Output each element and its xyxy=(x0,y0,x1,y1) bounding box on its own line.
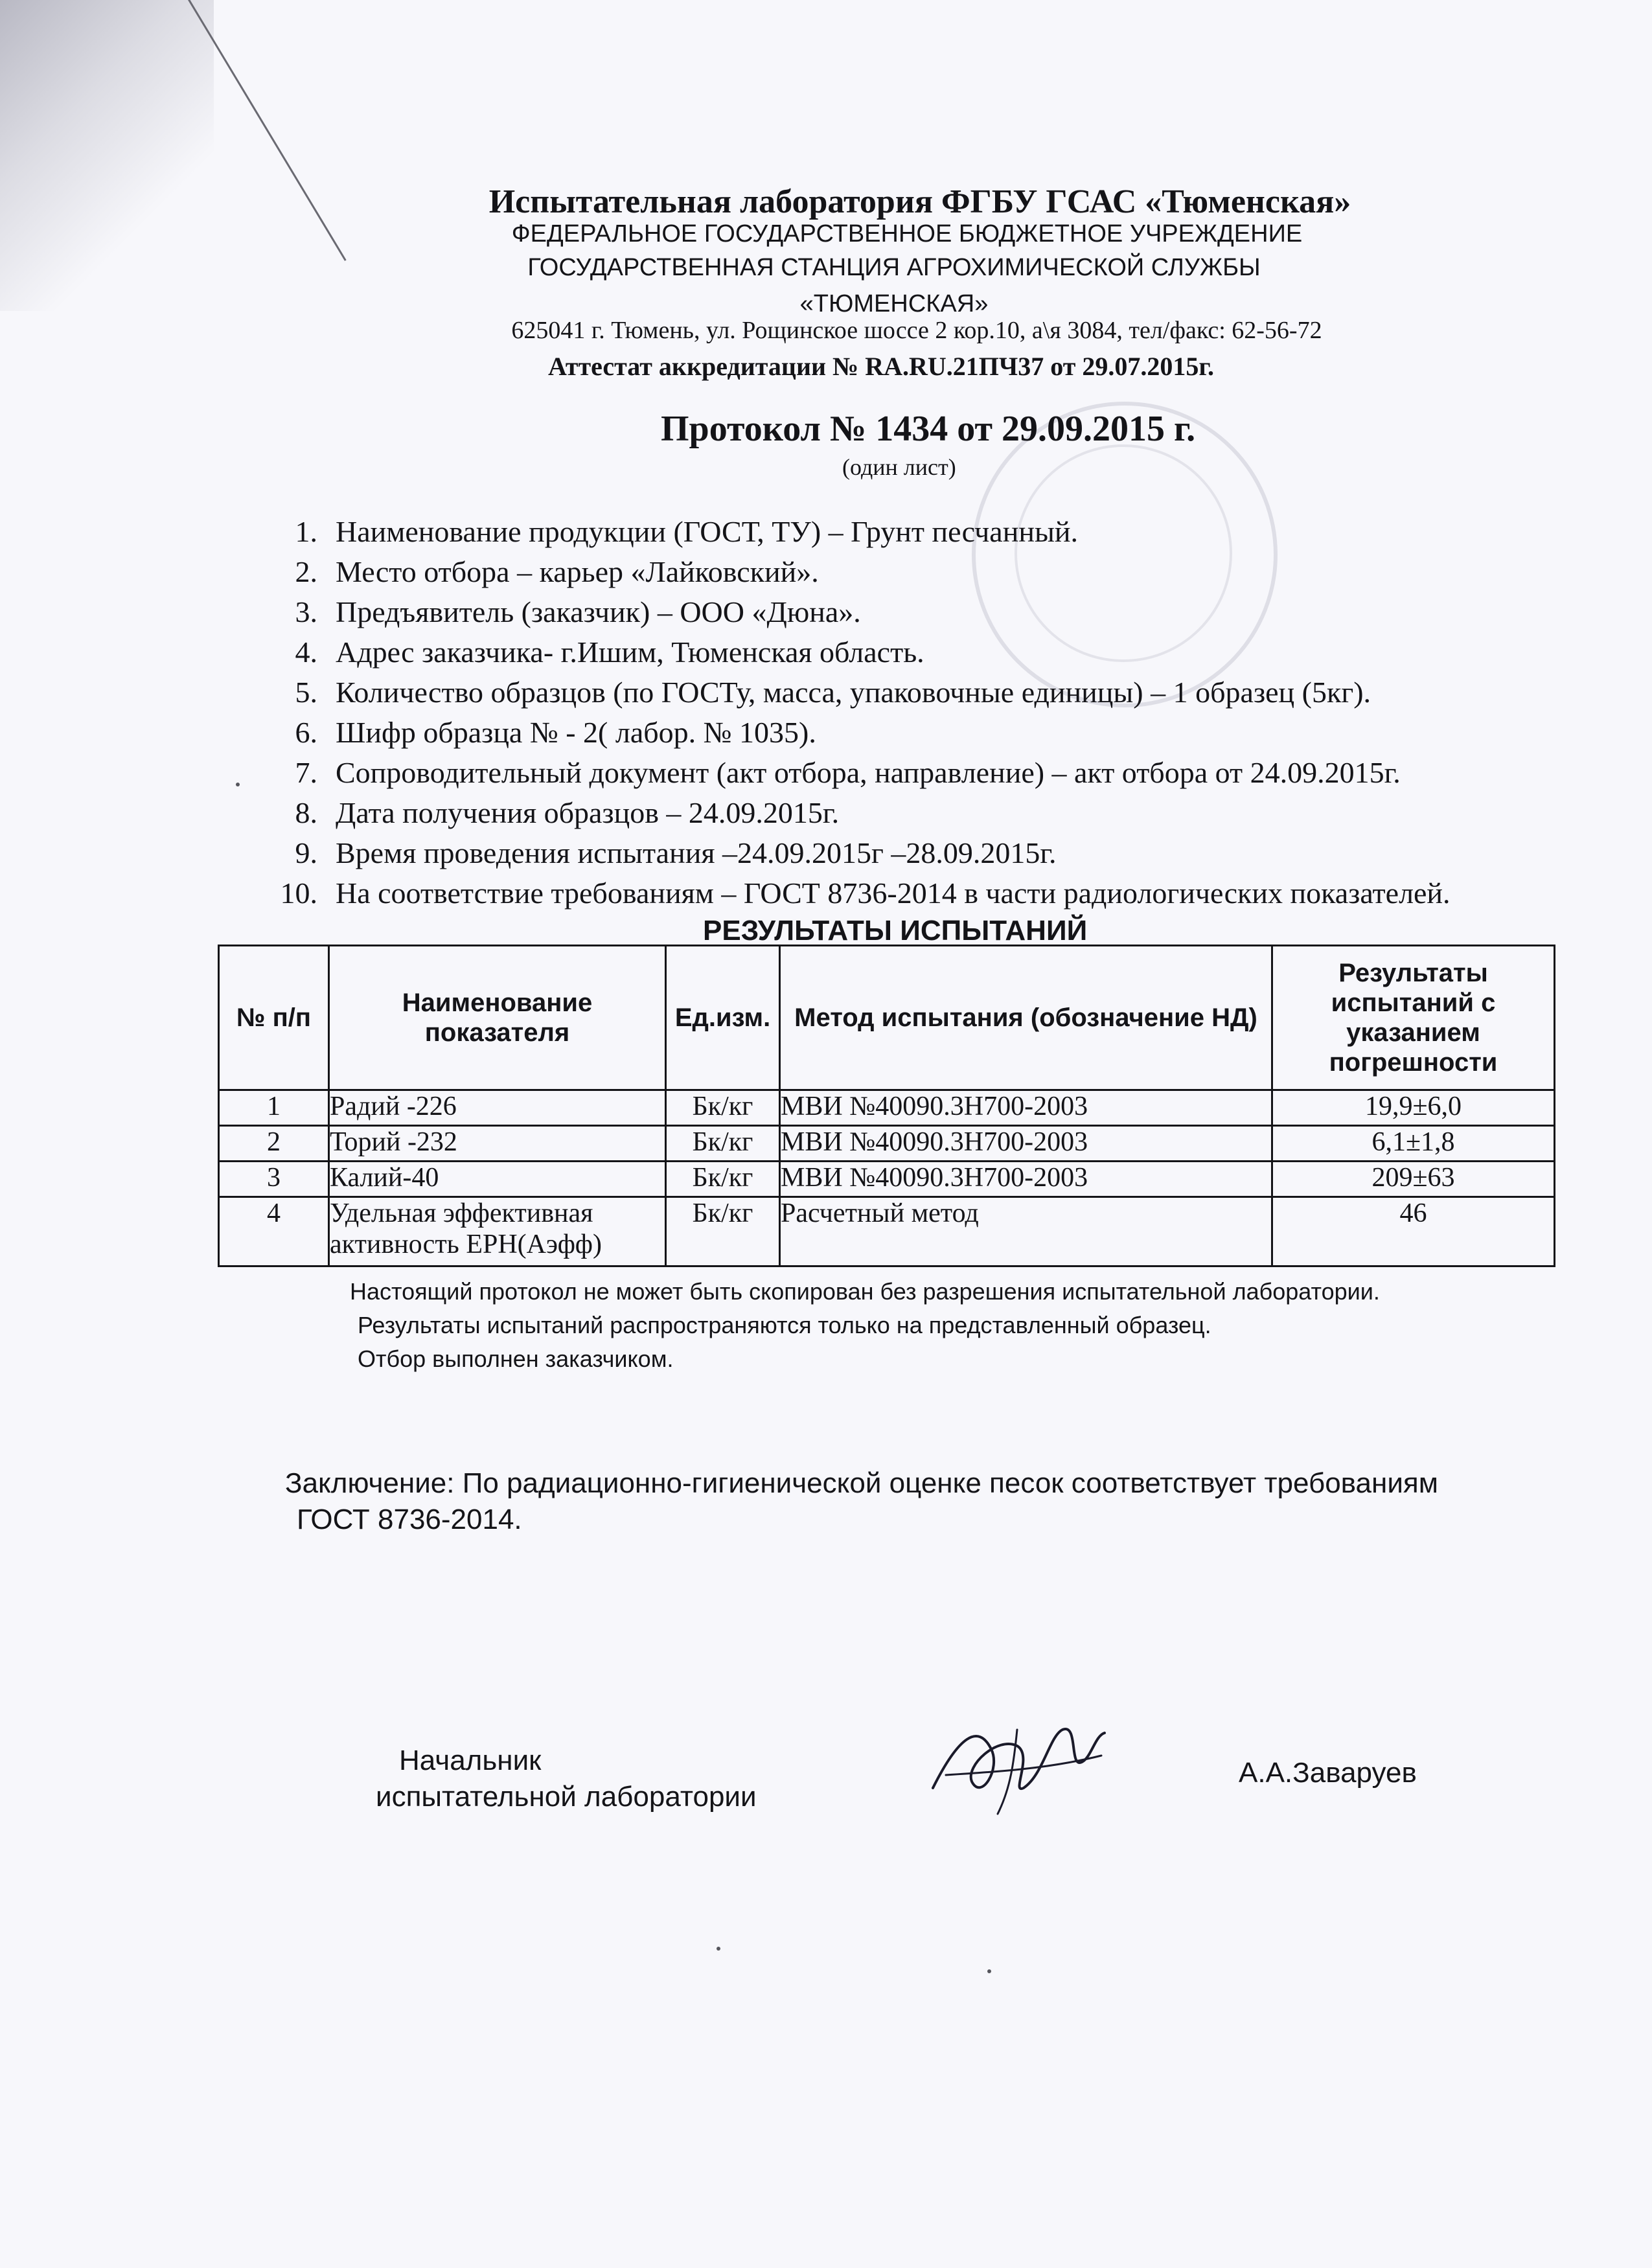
cell-name: Удельная эффективная активность ЕРН(Аэфф) xyxy=(329,1197,666,1266)
cell-unit: Бк/кг xyxy=(666,1162,780,1197)
note-scope: Результаты испытаний распространяются только на представленный образец. xyxy=(358,1312,1211,1338)
list-item xyxy=(259,833,1451,873)
speck xyxy=(236,783,240,786)
sample-info-list xyxy=(259,512,1451,913)
list-item xyxy=(259,753,1451,793)
org-name-line-1: ФЕДЕРАЛЬНОЕ ГОСУДАРСТВЕННОЕ БЮДЖЕТНОЕ УЧРЕЖДЕНИЕ xyxy=(511,220,1303,247)
cell-method: МВИ №40090.3Н700-2003 xyxy=(780,1126,1272,1162)
table-row xyxy=(219,1162,1555,1197)
cell-name: Радий -226 xyxy=(329,1090,666,1126)
cell-result: 6,1±1,8 xyxy=(1272,1126,1555,1162)
item-text: Наименование продукции (ГОСТ, ТУ) – Грунт песчанный. xyxy=(336,515,1078,548)
item-number: 6. xyxy=(295,716,317,749)
list-item xyxy=(259,672,1451,713)
header-name: Наименование показателя xyxy=(329,946,666,1090)
table-row xyxy=(219,1126,1555,1162)
list-item xyxy=(259,512,1451,552)
item-text: Адрес заказчика- г.Ишим, Тюменская область. xyxy=(336,636,924,669)
cell-method: Расчетный метод xyxy=(780,1197,1272,1266)
cell-num: 4 xyxy=(219,1197,329,1266)
item-number: 7. xyxy=(295,756,317,789)
item-number: 4. xyxy=(295,636,317,669)
cell-num: 2 xyxy=(219,1126,329,1162)
conclusion xyxy=(285,1465,1438,1538)
org-name-line-2: ГОСУДАРСТВЕННАЯ СТАНЦИЯ АГРОХИМИЧЕСКОЙ СЛУЖБЫ xyxy=(527,254,1261,281)
results-title: РЕЗУЛЬТАТЫ ИСПЫТАНИЙ xyxy=(703,915,1088,946)
item-number: 10. xyxy=(280,876,317,910)
item-text: Дата получения образцов – 24.09.2015г. xyxy=(336,796,840,829)
item-number: 9. xyxy=(295,836,317,869)
item-number: 3. xyxy=(295,595,317,628)
cell-name: Торий -232 xyxy=(329,1126,666,1162)
signatory-role xyxy=(376,1743,757,1815)
cell-result: 209±63 xyxy=(1272,1162,1555,1197)
speck xyxy=(987,1969,991,1973)
table-row xyxy=(219,1090,1555,1126)
org-name-line-3: «ТЮМЕНСКАЯ» xyxy=(799,290,989,317)
conclusion-line-1: Заключение: По радиационно-гигиенической оценке песок соответствует требованиям xyxy=(285,1467,1438,1499)
cell-result: 46 xyxy=(1272,1197,1555,1266)
header-result: Результаты испытаний с указанием погрешности xyxy=(1272,946,1555,1090)
header-method: Метод испытания (обозначение НД) xyxy=(780,946,1272,1090)
item-text: Количество образцов (по ГОСТу, масса, упаковочные единицы) – 1 образец (5кг). xyxy=(336,676,1371,709)
conclusion-line-2: ГОСТ 8736-2014. xyxy=(297,1504,522,1535)
cell-unit: Бк/кг xyxy=(666,1197,780,1266)
cell-num: 1 xyxy=(219,1090,329,1126)
list-item xyxy=(259,632,1451,672)
cell-result: 19,9±6,0 xyxy=(1272,1090,1555,1126)
accreditation-certificate: Аттестат аккредитации № RA.RU.21ПЧ37 от 29.07.2015г. xyxy=(547,352,1215,381)
lab-title: Испытательная лаборатория ФГБУ ГСАС «Тюменская» xyxy=(488,183,1351,220)
note-copy-restriction: Настоящий протокол не может быть скопирован без разрешения испытательной лаборатории. xyxy=(350,1278,1380,1305)
signatory-name: А.А.Заваруев xyxy=(1239,1757,1417,1789)
item-text: Сопроводительный документ (акт отбора, направление) – акт отбора от 24.09.2015г. xyxy=(336,756,1401,789)
header-num: № п/п xyxy=(219,946,329,1090)
handwritten-signature xyxy=(920,1710,1114,1820)
cell-unit: Бк/кг xyxy=(666,1090,780,1126)
item-number: 5. xyxy=(295,676,317,709)
item-text: Шифр образца № - 2( лабор. № 1035). xyxy=(336,716,816,749)
table-header-row xyxy=(219,946,1555,1090)
item-text: Место отбора – карьер «Лайковский». xyxy=(336,555,819,588)
list-item xyxy=(259,552,1451,592)
item-number: 1. xyxy=(295,515,317,548)
list-item xyxy=(259,713,1451,753)
cell-unit: Бк/кг xyxy=(666,1126,780,1162)
note-sampling: Отбор выполнен заказчиком. xyxy=(358,1346,674,1372)
list-item xyxy=(259,592,1451,632)
item-text: Время проведения испытания –24.09.2015г –28.09.2015г. xyxy=(336,836,1057,869)
cell-method: МВИ №40090.3Н700-2003 xyxy=(780,1090,1272,1126)
header-unit: Ед.изм. xyxy=(666,946,780,1090)
item-text: На соответствие требованиям – ГОСТ 8736-2014 в части радиологических показателей. xyxy=(336,876,1451,910)
list-item xyxy=(259,793,1451,833)
speck xyxy=(717,1947,720,1951)
signatory-role-line-1: Начальник xyxy=(399,1745,542,1776)
cell-method: МВИ №40090.3Н700-2003 xyxy=(780,1162,1272,1197)
protocol-subtitle: (один лист) xyxy=(842,454,956,480)
protocol-title: Протокол № 1434 от 29.09.2015 г. xyxy=(661,409,1196,449)
item-number: 2. xyxy=(295,555,317,588)
results-table xyxy=(218,945,1555,1267)
item-text: Предъявитель (заказчик) – ООО «Дюна». xyxy=(336,595,861,628)
protocol-notes xyxy=(350,1275,1380,1376)
item-number: 8. xyxy=(295,796,317,829)
org-address: 625041 г. Тюмень, ул. Рощинское шоссе 2 кор.10, а\я 3084, тел/факс: 62-56-72 xyxy=(511,317,1322,344)
list-item xyxy=(259,873,1451,913)
table-row xyxy=(219,1197,1555,1266)
signatory-role-line-2: испытательной лаборатории xyxy=(376,1781,757,1813)
cell-num: 3 xyxy=(219,1162,329,1197)
cell-name: Калий-40 xyxy=(329,1162,666,1197)
